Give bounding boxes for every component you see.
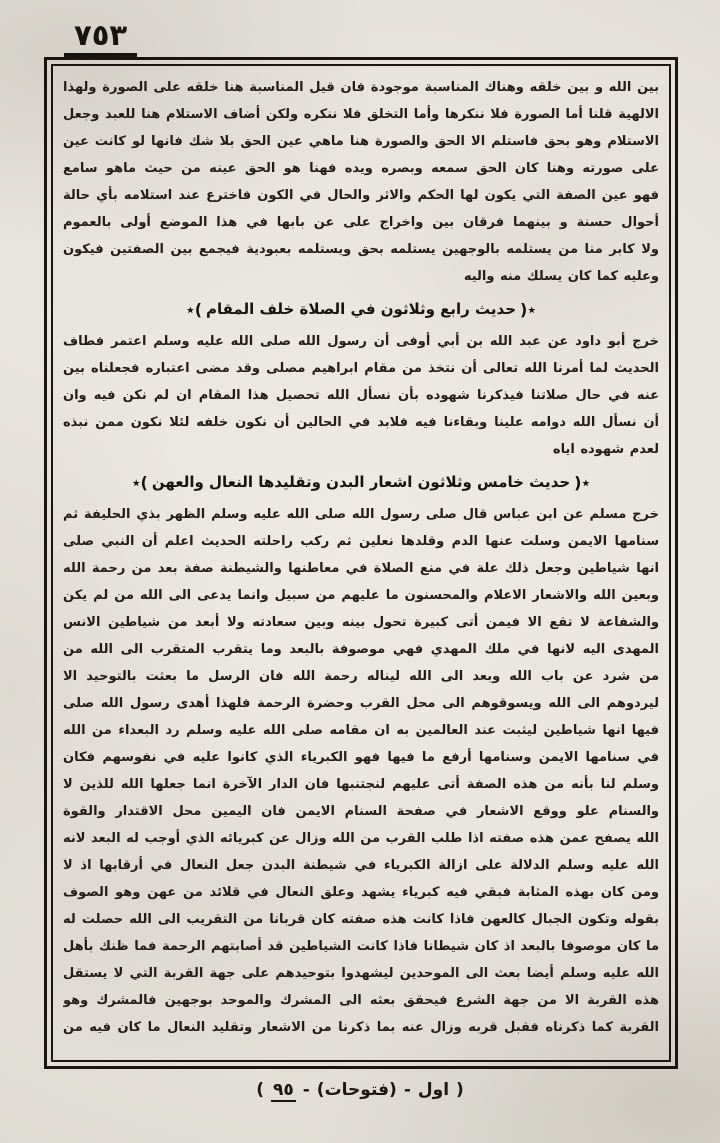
text-line: في سنامها الايمن وسنامها أرفع ما فيها فهو الكبرياء الذي كانوا عليه في نفوسهم فكان bbox=[63, 750, 659, 765]
heading-ornament-right: )٭ bbox=[574, 473, 591, 492]
text-line: الله عليه وسلم الدلالة على ازالة الكبرياء في شيطنة البدن جعل النعال في أرقابها اذ لا bbox=[63, 858, 659, 873]
text-line: هذه القربة الا من جهة الشرع فيحقق بعثه الى المشرك والموحد بوجهين فالمشرك وهو bbox=[63, 993, 659, 1008]
text-line: الله عليه وسلم أيضا بعث الى الموحدين ليشهدوا بتوحيدهم على جهة القربة التي لا يستقل bbox=[63, 966, 659, 981]
text-line: والشفاعة لا تقع الا فيمن أتى كبيرة تحول بينه وبين سعادته ولا أبعد من شياطين الانس bbox=[63, 615, 659, 630]
text-line: المهدى اليه لانها في ملك المهدي فهي موصوفة بالبعد وما يتقرب المتقرب الى الله من bbox=[63, 642, 659, 657]
text-line: الحديث لما أمرنا الله تعالى أن نتخذ من مقام ابراهيم مصلى وقد مضى اعتباره فجعلناه بين bbox=[63, 361, 659, 376]
text-line: خرج مسلم عن ابن عباس قال صلى رسول الله صلى الله عليه وسلم الظهر بذي الحليفة ثم bbox=[63, 507, 659, 522]
text-line: وبعين الله والاشعار الاعلام والمحسنون ما عليهم من سبيل وانما يدعى الى الله من لم يكن bbox=[63, 588, 659, 603]
text-line: ولا كابر منا من يستلمه بالوجهين يستلمه بحق ويستلمه بعبودية فيجمع بين الصفتين فيكون bbox=[63, 242, 659, 257]
text-line: القربة كما ذكرناه فقبل قربه وزال عنه بما ذكرنا من الاشعار وتقليد النعال ما كان فيه من bbox=[63, 1020, 659, 1035]
hadith-34-heading bbox=[63, 296, 659, 323]
heading-ornament-right: )٭ bbox=[520, 300, 537, 319]
text-line: بقوله وتكون الجبال كالعهن فاذا كانت هذه صفته كان قربانا من التقريب الى الله حصلت له bbox=[63, 912, 659, 927]
hadith-35-heading bbox=[63, 469, 659, 496]
footer-signature bbox=[0, 1080, 720, 1102]
footer-volume: اول bbox=[417, 1080, 450, 1100]
text-line: الالهية قلنا أما الصورة فلا ننكرها وأما التخلق فلا ننكره ولكن أضاف الاستلام هنا للعبد وجعل bbox=[63, 107, 659, 122]
text-line: وعليه كما كان يسلك منه واليه bbox=[463, 269, 659, 284]
text-line: وسلم لنا بأنه من هذه الصفة أتى عليهم لنجتنبها فان الدار الآخرة انما جعلها الله للذين لا bbox=[63, 777, 659, 792]
footer-book-title: (فتوحات) bbox=[316, 1080, 397, 1100]
text-line: على صورته وهنا كان الحق سمعه وبصره ويده فهنا هو الحق عينه من حيث ماهو سامع bbox=[63, 161, 659, 176]
text-line: أن نسأل الله دوامه علينا وبقاءنا فيه فلابد في الحالين أن نكون خلفه لئلا نكون ممن نبذه bbox=[63, 415, 659, 430]
body-text bbox=[63, 74, 659, 1041]
text-line: خرج أبو داود عن عبد الله بن أبي أوفى أن رسول الله صلى الله عليه وسلم اعتمر فطاف bbox=[63, 334, 659, 349]
footer-dash: - bbox=[403, 1080, 411, 1100]
text-line: عنه في حال صلاتنا فيذكرنا شهوده بأن نسأل الله تحصيل هذا المقام ان لم نكن فيه وان bbox=[63, 388, 659, 403]
text-line: انها شياطين وجعل ذلك علة في منع الصلاة في معاطنها والشيطنة صفة بعد من رحمة الله bbox=[63, 561, 659, 576]
text-line: الله يصفح عمن هذه صفته اذا طلب القرب من الله وزال عن كبريائه الذي أوجب له البعد لانه bbox=[63, 831, 659, 846]
text-line: فهو عين الصفة التي يكون لها الحكم والاثر والحال في الكون فاخترع عند استلامه بأي حالة bbox=[63, 188, 659, 203]
page-frame-inner bbox=[51, 64, 671, 1062]
footer-dash: - bbox=[302, 1080, 310, 1100]
text-line: من شرد عن باب الله وبعد الى الله ليناله رحمة الله فان الرسل ما بعثت بالتوحيد الا bbox=[63, 669, 659, 684]
footer-paren-open: ( bbox=[256, 1080, 264, 1100]
text-line: ومن كان بهذه المثابة فبقي فيه كبرياء يشهد وعلق النعال في قلائد من عهن وهو الصوف bbox=[63, 885, 659, 900]
text-line: أحوال حسنة و بينهما فرقان بين واخراج على عن بابها في هذا الموضع أولى بالعموم bbox=[63, 215, 659, 230]
footer-paren-close: ) bbox=[456, 1080, 464, 1100]
page-frame-outer bbox=[44, 57, 678, 1069]
text-line: ليردوهم الى الله ويسوقوهم الى محل القرب وحضرة الرحمة فلهذا أهدى رسول الله صلى bbox=[63, 696, 659, 711]
text-line: ما كان موصوفا بالبعد اذ كان شيطانا فاذا كانت الشياطين قد أصابتهم الرحمة فما ظنك بأهل bbox=[63, 939, 659, 954]
text-line: والسنام علو ووقع الاشعار في صفحة السنام الايمن فان اليمين محل الاقتدار والقوة bbox=[63, 804, 659, 819]
text-line: بين الله و بين خلقه وهناك المناسبة موجودة فان قيل المناسبة هنا خلقه على الصورة ولهذا bbox=[63, 80, 659, 95]
hadith-34-heading-text: حديث رابع وثلاثون في الصلاة خلف المقام bbox=[206, 300, 517, 318]
page-number: ٧٥٣ bbox=[64, 18, 137, 58]
heading-ornament-left: ٭( bbox=[131, 473, 148, 492]
footer-signature-number: ٩٥ bbox=[272, 1080, 294, 1100]
text-line: فيها انها شياطين ليثبت عند العالمين به ان مقامه صلى الله عليه وسلم رد البعداء من الله bbox=[63, 723, 659, 738]
hadith-35-heading-text: حديث خامس وثلاثون اشعار البدن وتقليدها النعال والعهن bbox=[151, 473, 571, 491]
text-line: الاستلام وهو بحق فاستلم الا الحق والصورة هنا ماهي عين الحق بلا شك فانها لو كانت عين bbox=[63, 134, 659, 149]
text-line: سنامها الايمن وسلت عنها الدم وقلدها نعلين ثم ركب راحلته الحديث اعلم أن النبي صلى bbox=[63, 534, 659, 549]
heading-ornament-left: ٭( bbox=[185, 300, 202, 319]
text-line: لعدم شهوده اياه bbox=[552, 442, 659, 457]
